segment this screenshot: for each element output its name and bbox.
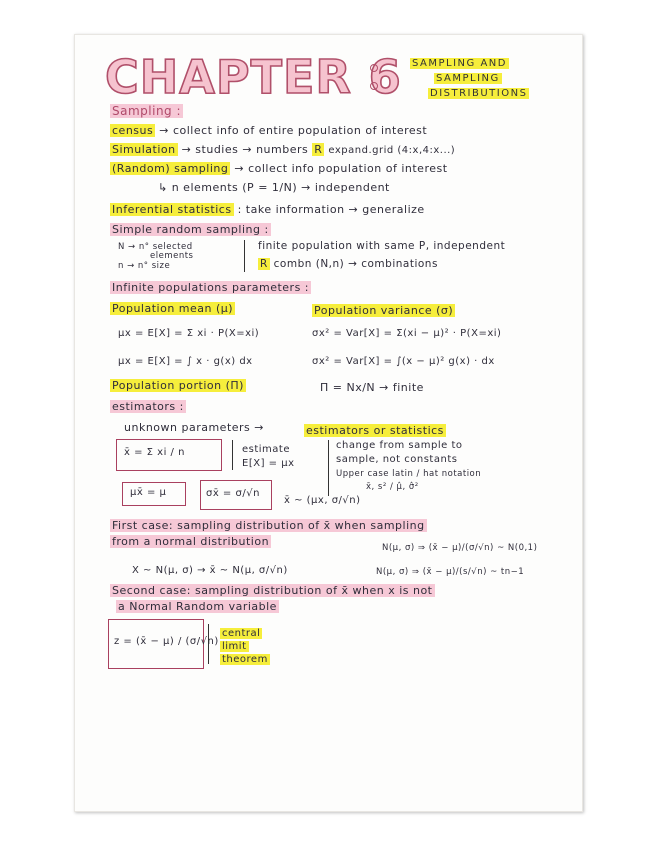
z-formula: z = (x̄ − μ) / (σ/√n) bbox=[114, 636, 219, 647]
first-case-line-2: from a normal distribution bbox=[112, 535, 270, 548]
xbar-distribution: x̄ ~ (μx, σ/√n) bbox=[284, 495, 361, 506]
subtitle-line-2: SAMPLING bbox=[436, 73, 500, 84]
first-case-line-1: First case: sampling distribution of x̄ when sampling bbox=[112, 519, 425, 532]
clt-word-3: theorem bbox=[222, 654, 268, 665]
change-line-2: sample, not constants bbox=[336, 454, 458, 465]
srs-line-1: finite population with same P, independent bbox=[258, 240, 506, 252]
chapter-title: CHAPTER 6 bbox=[105, 50, 402, 104]
simulation-r-command: expand.grid (4:x,4:x...) bbox=[328, 145, 456, 156]
mean-discrete-formula: μx = E[X] = Σ xi · P(X=xi) bbox=[118, 328, 260, 339]
random-sampling-term: (Random) sampling bbox=[112, 162, 229, 175]
first-case-main-result: X ~ N(μ, σ) → x̄ ~ N(μ, σ/√n) bbox=[132, 565, 288, 576]
estimate-expectation: E[X] = μx bbox=[242, 458, 295, 469]
estimators-heading: estimators : bbox=[112, 400, 184, 413]
srs-n-note: n → n° size bbox=[118, 261, 171, 271]
mu-xbar-formula: μx̄ = μ bbox=[130, 487, 167, 498]
srs-line-2: combn (N,n) → combinations bbox=[273, 258, 438, 270]
estimators-label: estimators or statistics bbox=[306, 424, 444, 437]
portion-formula: Π = Nx/N → finite bbox=[320, 381, 424, 394]
random-sampling-definition: → collect info population of interest bbox=[234, 162, 448, 175]
clt-word-1: central bbox=[222, 628, 261, 639]
simulation-definition: → studies → numbers bbox=[181, 143, 309, 156]
portion-heading: Population portion (Π) bbox=[112, 379, 244, 392]
srs-N-note-2: elements bbox=[150, 251, 194, 261]
mean-continuous-formula: μx = E[X] = ∫ x · g(x) dx bbox=[118, 356, 253, 367]
variance-continuous-formula: σx² = Var[X] = ∫(x − μ)² g(x) · dx bbox=[312, 356, 495, 367]
first-case-z-result: N(μ, σ) ⇒ (x̄ − μ)/(σ/√n) ~ N(0,1) bbox=[382, 543, 538, 553]
clt-word-2: limit bbox=[222, 641, 247, 652]
change-bracket bbox=[328, 440, 329, 496]
simulation-r-badge: R bbox=[314, 143, 323, 156]
subtitle-line-1: SAMPLING AND bbox=[412, 58, 507, 69]
xbar-formula: x̄ = Σ xi / n bbox=[124, 447, 185, 458]
first-case-t-result: N(μ, σ) ⇒ (x̄ − μ)/(s/√n) ~ tn−1 bbox=[376, 567, 525, 577]
sigma-xbar-formula: σx̄ = σ/√n bbox=[206, 488, 260, 499]
variance-discrete-formula: σx² = Var[X] = Σ(xi − μ)² · P(X=xi) bbox=[312, 328, 502, 339]
sampling-heading: Sampling : bbox=[112, 104, 182, 118]
srs-heading: Simple random sampling : bbox=[112, 223, 269, 236]
variance-heading: Population variance (σ) bbox=[314, 304, 454, 317]
inferential-term: Inferential statistics bbox=[112, 203, 232, 216]
second-case-line-1: Second case: sampling distribution of x̄ when x is not bbox=[112, 584, 433, 597]
change-line-3: Upper case latin / hat notation bbox=[336, 469, 482, 479]
estimate-bracket bbox=[232, 440, 233, 470]
change-line-1: change from sample to bbox=[336, 440, 463, 451]
random-sampling-subnote: ↳ n elements (P = 1/N) → independent bbox=[158, 181, 390, 194]
change-line-4: x̄, s² / μ̂, σ̂² bbox=[366, 482, 419, 492]
clt-bracket bbox=[208, 624, 209, 664]
mean-heading: Population mean (μ) bbox=[112, 302, 234, 315]
estimate-label: estimate bbox=[242, 444, 291, 455]
subtitle-line-3: DISTRIBUTIONS bbox=[430, 88, 528, 99]
simulation-term: Simulation bbox=[112, 143, 176, 156]
parameters-heading: Infinite populations parameters : bbox=[112, 281, 310, 294]
census-definition: → collect info of entire population of interest bbox=[159, 124, 428, 137]
srs-N-note: N → n° selected bbox=[118, 242, 193, 252]
title-colon bbox=[370, 64, 380, 94]
inferential-definition: : take information → generalize bbox=[237, 203, 425, 216]
unknown-parameters: unknown parameters → bbox=[124, 421, 264, 434]
second-case-line-2: a Normal Random variable bbox=[118, 600, 277, 613]
census-term: census bbox=[112, 124, 154, 137]
srs-divider bbox=[244, 240, 245, 272]
srs-r-badge: R bbox=[260, 258, 268, 270]
